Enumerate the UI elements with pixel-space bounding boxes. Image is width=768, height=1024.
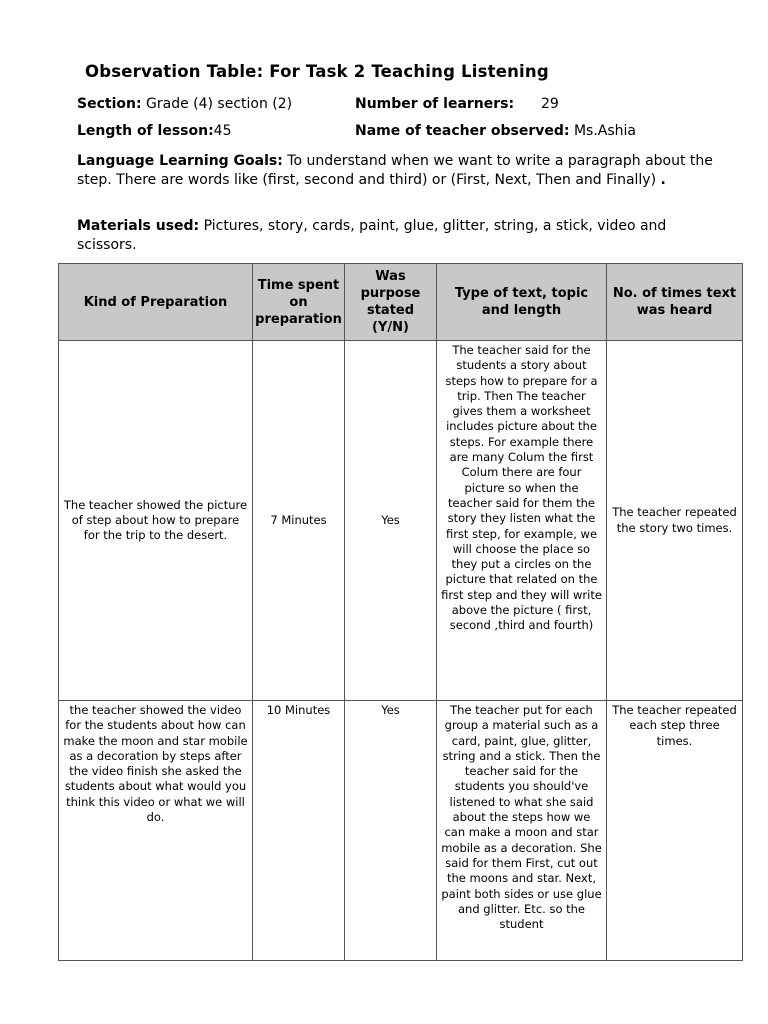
cell-preparation: The teacher showed the picture of step about how to prepare for the trip to the desert. [59,341,253,701]
section-label: Section: [77,96,142,112]
teacher-value: Ms.Ashia [573,123,636,139]
table-header-row [59,264,743,341]
section-value: Grade (4) section (2) [146,96,293,112]
section-line [77,96,292,112]
header-time-spent: Time spent on preparation [253,264,345,341]
length-value: 45 [213,123,232,139]
length-label: Length of lesson: [77,123,214,139]
materials-paragraph [77,217,727,254]
goals-text: To understand when we want to write a paragraph about the step. There are words like (first, second and third) or (First, Next, Then and Finally) [77,153,713,188]
header-times-heard: No. of times text was heard [607,264,743,341]
materials-text: Pictures, story, cards, paint, glue, glitter, string, a stick, video and scissors. [77,218,667,253]
teacher-line [355,123,636,139]
cell-purpose: Yes [345,701,437,961]
table-row [59,341,743,701]
goals-end: . [660,171,666,188]
cell-purpose: Yes [345,341,437,701]
cell-text-type: The teacher put for each group a material such as a card, paint, glue, glitter, string and a stick. Then the teacher said for the students you should've listened to what she said about the steps how we can make a moon and star mobile as a decoration. She said for them First, cut out the moons and star. Next, paint both sides or use glue and glitter. Etc. so the student [437,701,607,961]
table-row [59,701,743,961]
teacher-label: Name of teacher observed: [355,123,570,139]
goals-label: Language Learning Goals: [77,153,283,169]
length-line [77,123,232,139]
cell-time: 7 Minutes [253,341,345,701]
cell-preparation: the teacher showed the video for the students about how can make the moon and star mobile as a decoration by steps after the video finish she asked the students about what would you think this video or what we will do. [59,701,253,961]
page-title: Observation Table: For Task 2 Teaching Listening [85,62,549,81]
cell-times-heard: The teacher repeated the story two times. [607,341,743,701]
cell-time: 10 Minutes [253,701,345,961]
learners-label: Number of learners: [355,96,515,112]
goals-paragraph [77,152,727,189]
learners-value: 29 [541,96,559,112]
header-kind-of-preparation: Kind of Preparation [59,264,253,341]
cell-times-heard: The teacher repeated each step three times. [607,701,743,961]
materials-label: Materials used: [77,218,200,234]
observation-table [58,263,743,961]
learners-line [355,96,514,112]
cell-text-type: The teacher said for the students a story about steps how to prepare for a trip. Then The teacher gives them a worksheet includes picture about the steps. For example there are many Colum the first Colum there are four picture so when the teacher said for them the story they listen what the first step, for example, we will choose the place so they put a circles on the picture that related on the first step and they will write above the picture ( first, second ,third and fourth) [437,341,607,701]
header-text-type: Type of text, topic and length [437,264,607,341]
header-purpose-stated: Was purpose stated (Y/N) [345,264,437,341]
